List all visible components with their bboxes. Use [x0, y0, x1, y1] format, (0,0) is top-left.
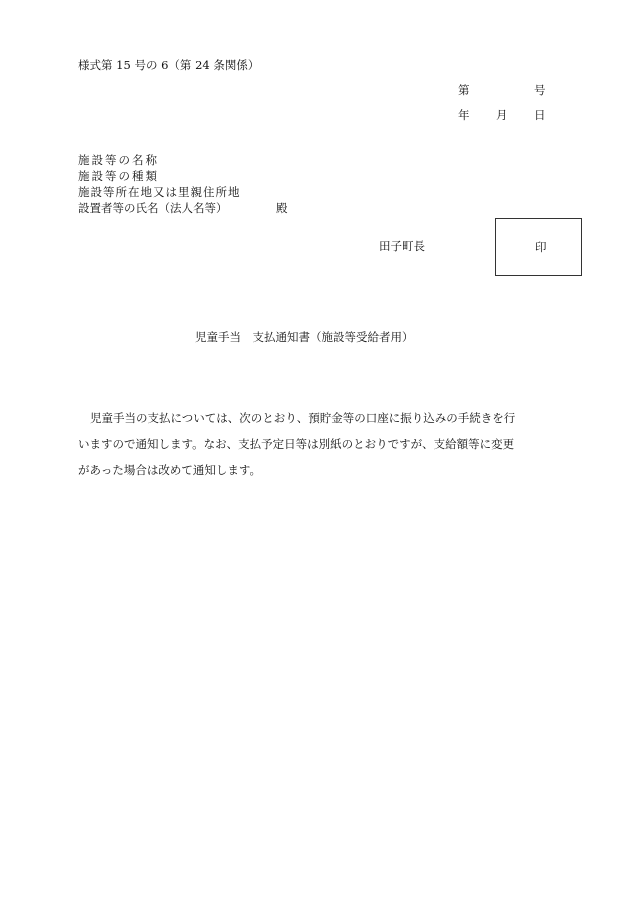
honorific: 殿 [276, 201, 288, 215]
founder-label: 設置者等の氏名（法人名等） [78, 201, 228, 215]
facility-name-label: 施設等の名称 [78, 153, 159, 167]
date-year: 年 [458, 108, 470, 122]
mayor-title: 田子町長 [379, 239, 425, 253]
body-line: 児童手当の支払については、次のとおり、預貯金等の口座に振り込みの手続きを行 [90, 411, 516, 425]
document-title: 児童手当 支払通知書（施設等受給者用） [195, 330, 414, 344]
body-line: があった場合は改めて通知します。 [78, 463, 261, 477]
body-text [78, 405, 558, 483]
doc-number-suffix: 号 [534, 83, 546, 97]
body-line: いますので通知します。なお、支払予定日等は別紙のとおりですが、支給額等に変更 [78, 437, 515, 451]
seal-label: 印 [535, 240, 547, 254]
facility-type-label: 施設等の種類 [78, 169, 159, 183]
date-day: 日 [534, 108, 546, 122]
seal-box [495, 218, 582, 276]
doc-number-prefix: 第 [458, 83, 470, 97]
date-month: 月 [496, 108, 508, 122]
facility-address-label: 施設等所在地又は里親住所地 [78, 185, 241, 199]
form-number: 様式第 15 号の 6（第 24 条関係） [78, 58, 260, 72]
